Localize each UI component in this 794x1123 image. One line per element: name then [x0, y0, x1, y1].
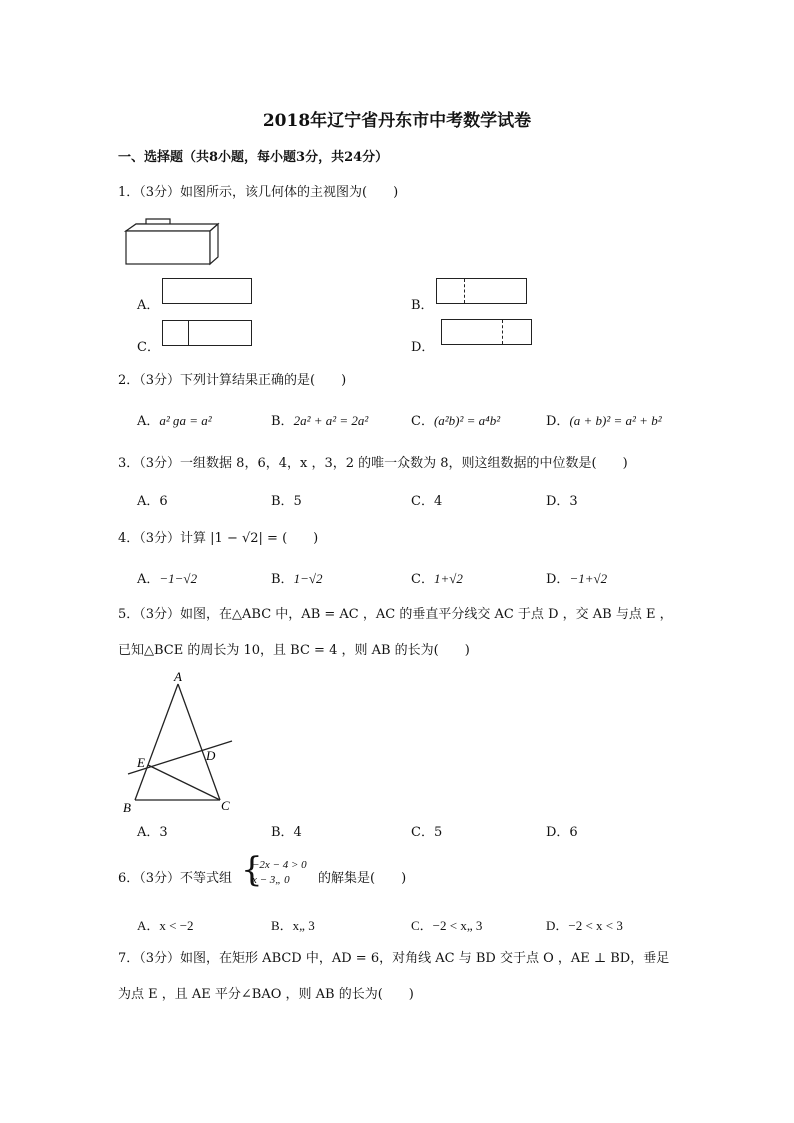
q2-option-a-label: A．: [137, 414, 160, 429]
q6-option-b: B．x„ 3: [271, 918, 315, 933]
q1-option-a-view: [162, 278, 252, 304]
q2-option-d: [546, 410, 662, 429]
q6-option-c: C．−2 < x„ 3: [411, 918, 483, 933]
q1-option-c-view: [162, 320, 252, 346]
q5-option-d: D．6: [546, 825, 578, 840]
q5-option-a: A．3: [137, 825, 168, 840]
question-3-stem: 3．（3分）一组数据 8，6，4，x ，3，2 的唯一众数为 8，则这组数据的中位数是( ): [118, 456, 628, 471]
q3-option-b: B．5: [271, 494, 302, 509]
q4-option-d-label: D．: [546, 572, 570, 587]
q4-option-b-label: B．: [271, 572, 294, 587]
question-7-stem-line2: 为点 E ，且 AE 平分∠BAO ，则 AB 的长为( ): [118, 987, 414, 1002]
q5-option-c: C．5: [411, 825, 443, 840]
q4-option-b: [271, 568, 322, 587]
question-6-stem-suffix: 的解集是( ): [318, 871, 407, 886]
q2-option-b-label: B．: [271, 414, 294, 429]
label-d: D: [206, 748, 216, 763]
question-7-stem-line1: 7．（3分）如图，在矩形 ABCD 中，AD = 6，对角线 AC 与 BD 交于点 O ，AE ⊥ BD，垂足: [118, 951, 670, 966]
inequality-line-2: x − 3„ 0: [252, 874, 290, 886]
q3-option-c: C．4: [411, 494, 443, 509]
inequality-system: [252, 858, 307, 888]
brace-icon: {: [241, 850, 263, 890]
label-c: C: [221, 798, 230, 813]
q2-option-a: [137, 410, 212, 429]
triangle-figure: [118, 668, 248, 818]
side-ab: [135, 684, 178, 800]
label-b: B: [123, 800, 131, 815]
label-e: E: [137, 755, 145, 770]
q5-option-b: B．4: [271, 825, 302, 840]
q4-option-c-math: 1+√2: [433, 571, 463, 586]
q1-option-d-view: [441, 319, 532, 345]
question-2-stem: 2．（3分）下列计算结果正确的是( ): [118, 373, 347, 388]
q1-option-c-label: C．: [137, 340, 160, 355]
q2-option-d-math: (a + b)² = a² + b²: [569, 413, 662, 428]
question-1-stem: 1．（3分）如图所示，该几何体的主视图为( ): [118, 185, 399, 200]
q1-option-b-label: B．: [411, 298, 434, 313]
q2-option-b: [271, 410, 368, 429]
q3-option-a: A．6: [137, 494, 168, 509]
q2-option-b-math: 2a² + a² = 2a²: [293, 413, 369, 428]
q4-option-b-math: 1−√2: [293, 571, 323, 586]
q4-option-d: [546, 568, 607, 587]
q1-option-d-label: D．: [411, 340, 435, 355]
q4-option-c: [411, 568, 463, 587]
question-5-stem-line1: 5．（3分）如图，在△ABC 中，AB = AC ，AC 的垂直平分线交 AC 于点 D ，交 AB 与点 E ，: [118, 607, 673, 622]
section-heading: 一、选择题（共8小题，每小题3分，共24分）: [118, 150, 389, 165]
q1-option-a-label: A．: [137, 298, 160, 313]
solid-figure: [122, 214, 222, 268]
inequality-line-1: −2x − 4 > 0: [252, 859, 307, 871]
q2-option-a-math: a² ɡa = a²: [159, 413, 212, 428]
label-a: A: [174, 669, 182, 684]
q2-option-c-label: C．: [411, 414, 434, 429]
page-title: 2018年辽宁省丹东市中考数学试卷: [262, 111, 532, 131]
q4-option-a-label: A．: [137, 572, 160, 587]
q2-option-d-label: D．: [546, 414, 570, 429]
q4-option-a: [137, 568, 197, 587]
q3-option-d: D．3: [546, 494, 578, 509]
q4-option-a-math: −1−√2: [159, 571, 198, 586]
q1-option-b-view: [436, 278, 527, 304]
q2-option-c: [411, 410, 500, 429]
question-4-stem: 4．（3分）计算 |1 − √2| = ( ): [118, 531, 319, 546]
q6-option-a: A．x < −2: [137, 918, 194, 933]
question-6-stem-prefix: 6．（3分）不等式组: [118, 871, 233, 886]
q2-option-c-math: (a²b)² = a⁴b²: [433, 413, 501, 428]
q6-option-d: D．−2 < x < 3: [546, 918, 623, 933]
q4-option-c-label: C．: [411, 572, 434, 587]
q4-option-d-math: −1+√2: [569, 571, 608, 586]
question-5-stem-line2: 已知△BCE 的周长为 10，且 BC = 4 ，则 AB 的长为( ): [118, 643, 470, 658]
